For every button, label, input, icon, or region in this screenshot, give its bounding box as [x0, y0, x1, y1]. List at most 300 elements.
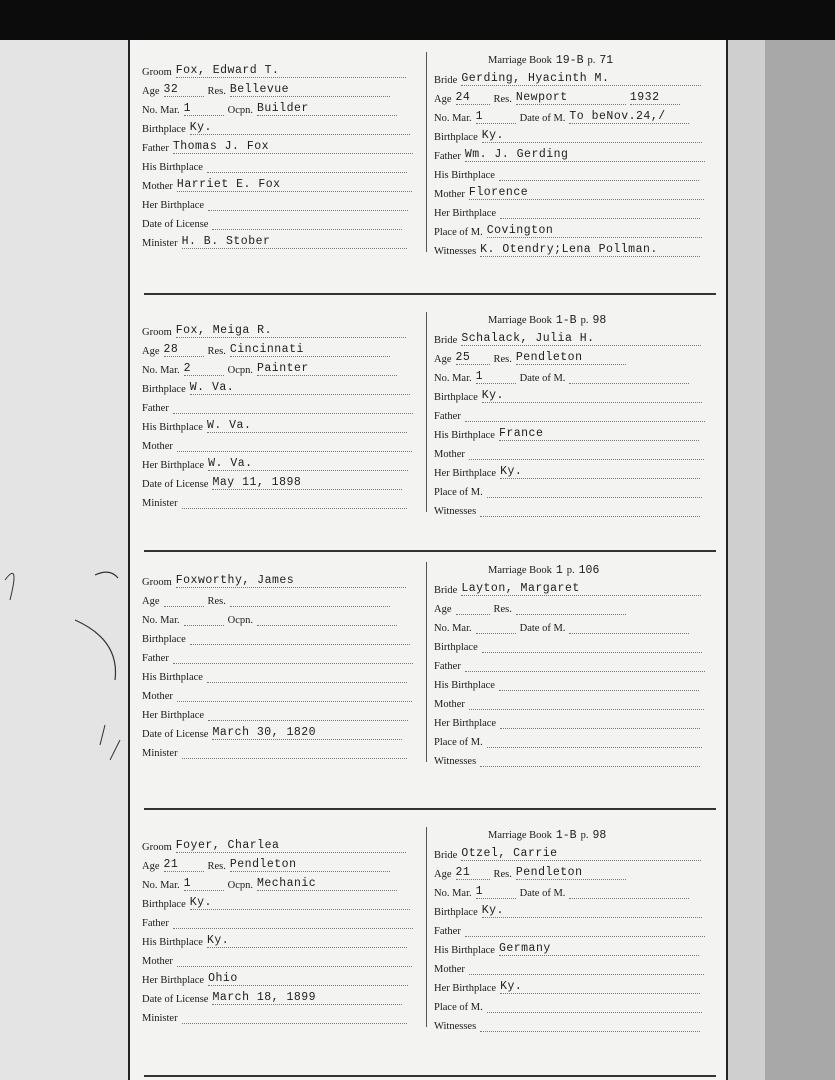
- his-birthplace-label: His Birthplace: [142, 422, 203, 433]
- bride-father-row: [434, 919, 716, 937]
- groom-mother-row: [142, 174, 424, 192]
- bride-father-birthplace: France: [499, 427, 699, 441]
- groom-no-mar: 1: [184, 102, 224, 116]
- groom-his-birthplace-row: [142, 665, 424, 683]
- groom-age: 21: [164, 858, 204, 872]
- column-divider: [426, 562, 427, 762]
- groom-occupation: [257, 625, 397, 626]
- groom-age-row: [142, 589, 424, 607]
- bride-birthplace: Ky.: [482, 389, 702, 403]
- witnesses-label: Witnesses: [434, 246, 477, 257]
- bride-label: Bride: [434, 75, 458, 86]
- her-birthplace-label: Her Birthplace: [142, 200, 205, 211]
- bride-mother-birthplace: Ky.: [500, 980, 700, 994]
- groom-mother: Harriet E. Fox: [177, 178, 412, 192]
- groom-birthplace: [190, 644, 410, 645]
- age-label: Age: [142, 346, 160, 357]
- bride-row: [434, 843, 716, 861]
- place-of-m-label: Place of M.: [434, 487, 483, 498]
- marriage-place: Covington: [487, 224, 702, 238]
- marriage-book-number: 19-B: [555, 54, 584, 67]
- groom-her-birthplace-row: [142, 453, 424, 471]
- age-label: Age: [434, 94, 452, 105]
- groom-residence: Cincinnati: [230, 343, 390, 357]
- minister-label: Minister: [142, 498, 178, 509]
- her-birthplace-label: Her Birthplace: [142, 460, 205, 471]
- age-label: Age: [434, 354, 452, 365]
- groom-residence: [230, 606, 390, 607]
- mother-label: Mother: [434, 449, 465, 460]
- bride-age-row: [434, 862, 716, 880]
- margin-scribble-marks: [0, 540, 128, 800]
- column-divider: [426, 827, 427, 1027]
- groom-age: [164, 606, 204, 607]
- groom-label: Groom: [142, 842, 172, 853]
- mother-label: Mother: [434, 964, 465, 975]
- ocpn-label: Ocpn.: [227, 105, 253, 116]
- marriage-date: [569, 633, 689, 634]
- record-separator: [144, 1075, 716, 1077]
- bride-age: 21: [456, 866, 490, 880]
- groom-no-mar: 1: [184, 877, 224, 891]
- bride-name: Layton, Margaret: [461, 582, 701, 596]
- bride-father: Wm. J. Gerding: [465, 148, 705, 162]
- license-date: [212, 229, 402, 230]
- bride-mother-birthplace: [500, 728, 700, 729]
- bride-mar-row: [434, 366, 716, 384]
- no-mar-label: No. Mar.: [142, 880, 180, 891]
- bride-no-mar: 1: [476, 110, 516, 124]
- bride-father-birthplace: Germany: [499, 942, 699, 956]
- groom-father: [173, 413, 413, 414]
- bride-her-birthplace-row: [434, 711, 716, 729]
- father-label: Father: [142, 653, 169, 664]
- bride-label: Bride: [434, 585, 458, 596]
- age-label: Age: [142, 86, 160, 97]
- record-separator: [144, 293, 716, 295]
- marriage-date: [569, 383, 689, 384]
- mother-label: Mother: [142, 956, 173, 967]
- no-mar-label: No. Mar.: [434, 373, 472, 384]
- groom-name: Fox, Edward T.: [176, 64, 406, 78]
- marriage-book-page: 98: [592, 314, 607, 327]
- bride-age: 24: [456, 91, 490, 105]
- bride-residence: Newport: [516, 91, 626, 105]
- bride-mother: [469, 709, 704, 710]
- bride-no-mar: [476, 633, 516, 634]
- license-row: [142, 987, 424, 1005]
- bride-father-birthplace: [499, 180, 699, 181]
- groom-mar-row: [142, 358, 424, 376]
- bride-age-row: [434, 597, 716, 615]
- date-license-label: Date of License: [142, 729, 209, 740]
- marriage-book-header: [488, 825, 606, 843]
- groom-occupation: Mechanic: [257, 877, 397, 891]
- groom-row: [142, 570, 424, 588]
- groom-mother: [177, 701, 412, 702]
- birthplace-label: Birthplace: [434, 907, 478, 918]
- groom-occupation: Builder: [257, 102, 397, 116]
- no-mar-label: No. Mar.: [434, 623, 472, 634]
- place-of-m-label: Place of M.: [434, 1002, 483, 1013]
- groom-mother-birthplace: Ohio: [208, 972, 408, 986]
- marriage-place: [487, 497, 702, 498]
- bride-birthplace-row: [434, 635, 716, 653]
- groom-his-birthplace-row: [142, 415, 424, 433]
- groom-his-birthplace-row: [142, 155, 424, 173]
- birthplace-label: Birthplace: [434, 392, 478, 403]
- bride-father: [465, 936, 705, 937]
- bride-age-row: [434, 87, 716, 105]
- birthplace-label: Birthplace: [142, 634, 186, 645]
- bride-mother-row: [434, 182, 716, 200]
- groom-father: [173, 928, 413, 929]
- place-of-m-label: Place of M.: [434, 737, 483, 748]
- bride-birthplace-row: [434, 125, 716, 143]
- groom-birthplace: Ky.: [190, 896, 410, 910]
- page-label: p.: [587, 55, 596, 66]
- res-label: Res.: [493, 604, 512, 615]
- groom-father-row: [142, 911, 424, 929]
- groom-birthplace-row: [142, 377, 424, 395]
- bride-label: Bride: [434, 850, 458, 861]
- bride-mother: Florence: [469, 186, 704, 200]
- groom-age-row: [142, 339, 424, 357]
- bride-mar-row: [434, 881, 716, 899]
- marriage-book-number: 1-B: [555, 314, 577, 327]
- groom-mar-row: [142, 873, 424, 891]
- minister-label: Minister: [142, 238, 178, 249]
- bride-father-row: [434, 144, 716, 162]
- groom-occupation: Painter: [257, 362, 397, 376]
- groom-birthplace-row: [142, 627, 424, 645]
- witnesses-names: K. Otendry;Lena Pollman.: [480, 243, 700, 257]
- no-mar-label: No. Mar.: [142, 105, 180, 116]
- witnesses-row: [434, 749, 716, 767]
- groom-row: [142, 60, 424, 78]
- bride-label: Bride: [434, 335, 458, 346]
- groom-row: [142, 835, 424, 853]
- bride-name: Schalack, Julia H.: [461, 332, 701, 346]
- birthplace-label: Birthplace: [434, 132, 478, 143]
- minister-row: [142, 491, 424, 509]
- res-label: Res.: [207, 596, 226, 607]
- groom-father-birthplace: [207, 172, 407, 173]
- bride-no-mar: 1: [476, 370, 516, 384]
- date-of-m-label: Date of M.: [519, 113, 566, 124]
- birthplace-label: Birthplace: [142, 124, 186, 135]
- age-label: Age: [434, 604, 452, 615]
- witnesses-names: [480, 516, 700, 517]
- groom-mother-row: [142, 949, 424, 967]
- age-label: Age: [142, 861, 160, 872]
- no-mar-label: No. Mar.: [142, 615, 180, 626]
- groom-label: Groom: [142, 67, 172, 78]
- column-divider: [426, 52, 427, 252]
- bride-father-row: [434, 404, 716, 422]
- her-birthplace-label: Her Birthplace: [434, 718, 497, 729]
- birthplace-label: Birthplace: [434, 642, 478, 653]
- age-label: Age: [142, 596, 160, 607]
- page-label: p.: [580, 830, 589, 841]
- his-birthplace-label: His Birthplace: [434, 680, 495, 691]
- witnesses-label: Witnesses: [434, 506, 477, 517]
- bride-mar-row: [434, 106, 716, 124]
- bride-name: Otzel, Carrie: [461, 847, 701, 861]
- father-label: Father: [142, 403, 169, 414]
- bride-father: [465, 671, 705, 672]
- bride-no-mar: 1: [476, 885, 516, 899]
- bride-father-row: [434, 654, 716, 672]
- marriage-book-number: 1-B: [555, 829, 577, 842]
- res-label: Res.: [207, 86, 226, 97]
- marriage-book-number: 1: [555, 564, 563, 577]
- groom-mother: [177, 966, 412, 967]
- groom-mother-birthplace: [208, 720, 408, 721]
- record-separator: [144, 550, 716, 552]
- minister-name: H. B. Stober: [182, 235, 407, 249]
- groom-father-birthplace: [207, 682, 407, 683]
- groom-her-birthplace-row: [142, 968, 424, 986]
- bride-father-birthplace: [499, 690, 699, 691]
- father-label: Father: [434, 151, 461, 162]
- bride-residence: Pendleton: [516, 351, 626, 365]
- mother-label: Mother: [434, 699, 465, 710]
- bride-age-row: [434, 347, 716, 365]
- license-date: May 11, 1898: [212, 476, 402, 490]
- minister-row: [142, 231, 424, 249]
- res-label: Res.: [207, 861, 226, 872]
- marriage-book-label: Marriage Book: [488, 55, 552, 66]
- witnesses-label: Witnesses: [434, 756, 477, 767]
- his-birthplace-label: His Birthplace: [434, 170, 495, 181]
- bride-his-birthplace-row: [434, 163, 716, 181]
- groom-no-mar: 2: [184, 362, 224, 376]
- bride-mother-row: [434, 442, 716, 460]
- bride-mother-row: [434, 957, 716, 975]
- bride-age: [456, 614, 490, 615]
- father-label: Father: [434, 661, 461, 672]
- bride-father: [465, 421, 705, 422]
- marriage-book-header: [488, 310, 606, 328]
- place-row: [434, 995, 716, 1013]
- marriage-place: [487, 747, 702, 748]
- bride-birthplace: [482, 652, 702, 653]
- minister-row: [142, 1006, 424, 1024]
- record-year-note: 1932: [630, 91, 680, 105]
- her-birthplace-label: Her Birthplace: [434, 208, 497, 219]
- groom-age: 32: [164, 83, 204, 97]
- groom-father-birthplace: Ky.: [207, 934, 407, 948]
- minister-label: Minister: [142, 748, 178, 759]
- groom-father: Thomas J. Fox: [173, 140, 413, 154]
- marriage-date: To beNov.24,/: [569, 110, 689, 124]
- license-row: [142, 212, 424, 230]
- bride-name: Gerding, Hyacinth M.: [461, 72, 701, 86]
- bride-row: [434, 578, 716, 596]
- groom-mar-row: [142, 98, 424, 116]
- groom-age-row: [142, 854, 424, 872]
- marriage-date: [569, 898, 689, 899]
- groom-mother-birthplace: [208, 210, 408, 211]
- bride-birthplace-row: [434, 385, 716, 403]
- marriage-record-sheet: [128, 40, 728, 1080]
- res-label: Res.: [493, 354, 512, 365]
- place-row: [434, 480, 716, 498]
- groom-his-birthplace-row: [142, 930, 424, 948]
- place-of-m-label: Place of M.: [434, 227, 483, 238]
- ocpn-label: Ocpn.: [227, 615, 253, 626]
- groom-row: [142, 320, 424, 338]
- bride-age: 25: [456, 351, 490, 365]
- witnesses-row: [434, 239, 716, 257]
- marriage-book-page: 71: [599, 54, 614, 67]
- license-date: March 18, 1899: [212, 991, 402, 1005]
- groom-birthplace-row: [142, 892, 424, 910]
- groom-no-mar: [184, 625, 224, 626]
- groom-father-row: [142, 646, 424, 664]
- bride-row: [434, 68, 716, 86]
- res-label: Res.: [207, 346, 226, 357]
- age-label: Age: [434, 869, 452, 880]
- bride-birthplace: Ky.: [482, 904, 702, 918]
- date-license-label: Date of License: [142, 219, 209, 230]
- bride-residence: [516, 614, 626, 615]
- birthplace-label: Birthplace: [142, 899, 186, 910]
- groom-name: Fox, Meiga R.: [176, 324, 406, 338]
- bride-her-birthplace-row: [434, 201, 716, 219]
- ocpn-label: Ocpn.: [227, 880, 253, 891]
- mother-label: Mother: [142, 691, 173, 702]
- column-divider: [426, 312, 427, 512]
- marriage-book-label: Marriage Book: [488, 830, 552, 841]
- birthplace-label: Birthplace: [142, 384, 186, 395]
- no-mar-label: No. Mar.: [434, 113, 472, 124]
- marriage-book-page: 106: [578, 564, 600, 577]
- bride-residence: Pendleton: [516, 866, 626, 880]
- her-birthplace-label: Her Birthplace: [142, 975, 205, 986]
- groom-birthplace: Ky.: [190, 121, 410, 135]
- marriage-book-label: Marriage Book: [488, 565, 552, 576]
- bride-her-birthplace-row: [434, 976, 716, 994]
- bride-his-birthplace-row: [434, 673, 716, 691]
- father-label: Father: [142, 918, 169, 929]
- bride-row: [434, 328, 716, 346]
- minister-name: [182, 1023, 407, 1024]
- mother-label: Mother: [142, 441, 173, 452]
- groom-her-birthplace-row: [142, 193, 424, 211]
- record-separator: [144, 808, 716, 810]
- groom-age-row: [142, 79, 424, 97]
- groom-mother-row: [142, 684, 424, 702]
- license-date: March 30, 1820: [212, 726, 402, 740]
- groom-age: 28: [164, 343, 204, 357]
- res-label: Res.: [493, 94, 512, 105]
- bride-birthplace: Ky.: [482, 129, 702, 143]
- groom-name: Foxworthy, James: [176, 574, 406, 588]
- bride-mother: [469, 459, 704, 460]
- his-birthplace-label: His Birthplace: [142, 672, 203, 683]
- date-license-label: Date of License: [142, 479, 209, 490]
- bride-her-birthplace-row: [434, 461, 716, 479]
- date-of-m-label: Date of M.: [519, 623, 566, 634]
- his-birthplace-label: His Birthplace: [142, 937, 203, 948]
- groom-mar-row: [142, 608, 424, 626]
- license-row: [142, 472, 424, 490]
- bride-birthplace-row: [434, 900, 716, 918]
- groom-label: Groom: [142, 577, 172, 588]
- marriage-book-header: [488, 560, 599, 578]
- right-scan-edge: [765, 40, 835, 1080]
- bride-his-birthplace-row: [434, 423, 716, 441]
- his-birthplace-label: His Birthplace: [434, 430, 495, 441]
- groom-father-row: [142, 136, 424, 154]
- groom-mother-birthplace: W. Va.: [208, 457, 408, 471]
- minister-name: [182, 508, 407, 509]
- witnesses-names: [480, 1031, 700, 1032]
- page-label: p.: [566, 565, 575, 576]
- groom-father-row: [142, 396, 424, 414]
- bride-mother-birthplace: Ky.: [500, 465, 700, 479]
- license-row: [142, 722, 424, 740]
- groom-birthplace: W. Va.: [190, 381, 410, 395]
- groom-mother-row: [142, 434, 424, 452]
- scanner-top-band: [0, 0, 835, 40]
- bride-mother-row: [434, 692, 716, 710]
- marriage-book-label: Marriage Book: [488, 315, 552, 326]
- date-of-m-label: Date of M.: [519, 373, 566, 384]
- marriage-book-page: 98: [592, 829, 607, 842]
- his-birthplace-label: His Birthplace: [434, 945, 495, 956]
- bride-mother: [469, 974, 704, 975]
- minister-row: [142, 741, 424, 759]
- groom-label: Groom: [142, 327, 172, 338]
- mother-label: Mother: [434, 189, 465, 200]
- his-birthplace-label: His Birthplace: [142, 162, 203, 173]
- mother-label: Mother: [142, 181, 173, 192]
- place-row: [434, 220, 716, 238]
- marriage-book-header: [488, 50, 613, 68]
- father-label: Father: [434, 411, 461, 422]
- place-row: [434, 730, 716, 748]
- witnesses-row: [434, 1014, 716, 1032]
- no-mar-label: No. Mar.: [434, 888, 472, 899]
- marriage-place: [487, 1012, 702, 1013]
- her-birthplace-label: Her Birthplace: [434, 468, 497, 479]
- bride-his-birthplace-row: [434, 938, 716, 956]
- ocpn-label: Ocpn.: [227, 365, 253, 376]
- groom-mother: [177, 451, 412, 452]
- res-label: Res.: [493, 869, 512, 880]
- her-birthplace-label: Her Birthplace: [434, 983, 497, 994]
- no-mar-label: No. Mar.: [142, 365, 180, 376]
- groom-father-birthplace: W. Va.: [207, 419, 407, 433]
- page-label: p.: [580, 315, 589, 326]
- groom-residence: Bellevue: [230, 83, 390, 97]
- minister-label: Minister: [142, 1013, 178, 1024]
- bride-mar-row: [434, 616, 716, 634]
- her-birthplace-label: Her Birthplace: [142, 710, 205, 721]
- witnesses-names: [480, 766, 700, 767]
- groom-father: [173, 663, 413, 664]
- father-label: Father: [434, 926, 461, 937]
- groom-birthplace-row: [142, 117, 424, 135]
- bride-mother-birthplace: [500, 218, 700, 219]
- minister-name: [182, 758, 407, 759]
- groom-her-birthplace-row: [142, 703, 424, 721]
- groom-residence: Pendleton: [230, 858, 390, 872]
- date-license-label: Date of License: [142, 994, 209, 1005]
